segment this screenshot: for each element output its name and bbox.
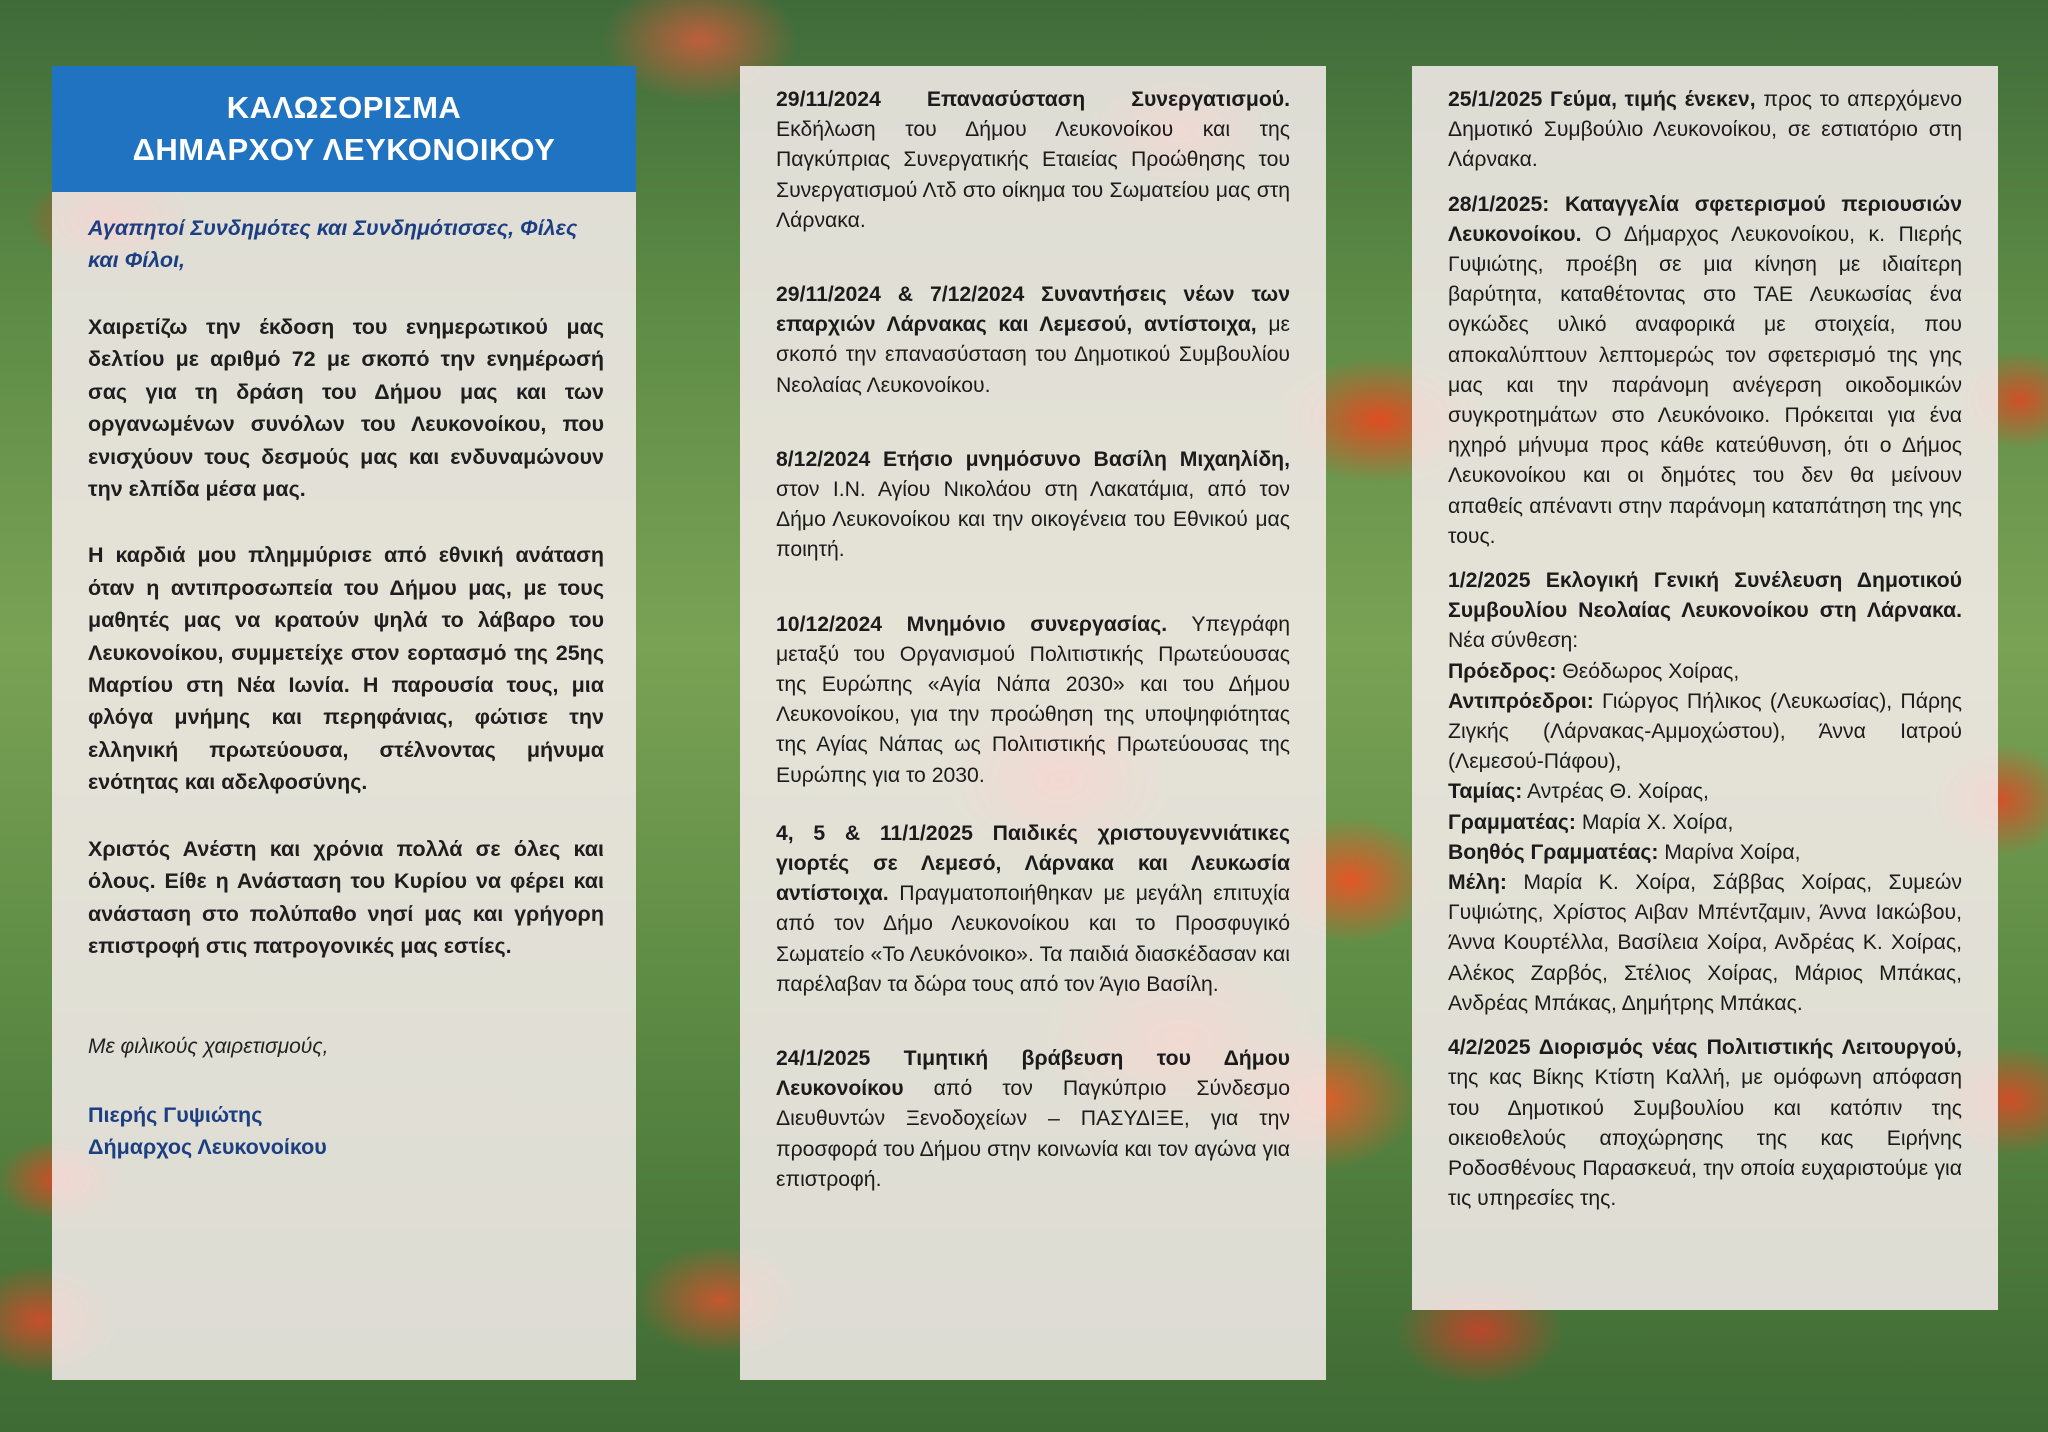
news-item xyxy=(1448,1033,1962,1214)
news-item-text: Νέα σύνθεση: xyxy=(1448,629,1579,653)
news-item-text: προς το απερχόμενο Δημοτικό Συμβούλιο Λευκονοίκου, σε εστιατόριο στη Λάρνακα. xyxy=(1448,88,1962,172)
news-item-heading: 25/1/2025 Γεύμα, τιμής ένεκεν, xyxy=(1448,88,1756,111)
news-item-heading: 24/1/2025 Τιμητική βράβευση του Δήμου Λευκονοίκου xyxy=(776,1047,1290,1101)
news-item-text: της κας Βίκης Κτίστη Καλλή, με ομόφωνη απόφαση του Δημοτικού Συμβουλίου και κατόπιν της οικειοθελούς αποχώρησης της κας Ειρήνης Ροδοσθένους Παρασκευά, την οποία ευχαριστούμε για τις υπηρεσίες της. xyxy=(1448,1066,1962,1211)
greeting: Αγαπητοί Συνδημότες και Συνδημότισσες, Φίλες και Φίλοι, xyxy=(88,216,578,272)
news-item-heading: 28/1/2025: Καταγγελία σφετερισμού περιουσιών Λευκονοίκου. xyxy=(1448,192,1962,246)
news-item xyxy=(1448,566,1962,657)
news-item xyxy=(776,819,1290,1000)
council-role-label: Ταμίας: xyxy=(1448,780,1523,804)
welcome-title-line1: ΚΑΛΩΣΟΡΙΣΜΑ xyxy=(226,90,462,125)
news-item xyxy=(776,610,1290,791)
council-role-label: Αντιπρόεδροι: xyxy=(1448,689,1594,713)
news-item-text: στον Ι.Ν. Αγίου Νικολάου στη Λακατάμια, από τον Δήμο Λευκονοίκου και την οικογένεια του Εθνικού μας ποιητή. xyxy=(776,478,1290,562)
welcome-panel xyxy=(52,66,636,1380)
council-role-label: Γραμματέας: xyxy=(1448,810,1576,834)
news-item xyxy=(1448,190,1962,552)
closing-line: Με φιλικούς χαιρετισμούς, xyxy=(88,1035,329,1059)
signature-name: Πιερής Γυψιώτης xyxy=(88,1102,263,1127)
news-item-text: Υπεγράφη μεταξύ του Οργανισμού Πολιτιστικής Πρωτεύουσας της Ευρώπης «Αγία Νάπα 2030» και του Δήμου Λευκονοίκου, για την προώθηση της υποψηφιότητας της Αγίας Νάπας ως Πολιτιστικής Πρωτεύουσας της Ευρώπης για το 2030. xyxy=(776,612,1290,787)
council-role-entry xyxy=(1448,868,1962,1019)
news-item-text: Πραγματοποιήθηκαν με μεγάλη επιτυχία από τον Δήμο Λευκονοίκου και το Προσφυγικό Σωματείο «Το Λευκόνοικο». Τα παιδιά διασκέδασαν και παρέλαβαν τα δώρα τους από τον Άγιο Βασίλη. xyxy=(776,882,1290,996)
council-composition xyxy=(1448,657,1962,1019)
council-role-names: Αντρέας Θ. Χοίρας, xyxy=(1522,780,1709,804)
council-role-entry xyxy=(1448,838,1962,868)
news-item-heading: 4, 5 & 11/1/2025 Παιδικές χριστουγεννιάτικες γιορτές σε Λεμεσό, Λάρνακα και Λευκωσία αντίστοιχα. xyxy=(776,821,1290,906)
news-item-text: από τον Παγκύπριο Σύνδεσμο Διευθυντών Ξενοδοχείων – ΠΑΣΥΔΙΞΕ, για την προσφορά του Δήμου στην κοινωνία και τον αγώνα για επιστροφή. xyxy=(776,1077,1290,1191)
council-role-names: Μαρία Χ. Χοίρα, xyxy=(1575,810,1734,834)
news-item xyxy=(1448,85,1962,176)
council-role-entry xyxy=(1448,687,1962,778)
news-panel-right xyxy=(1412,66,1998,1310)
news-item-heading: 10/12/2024 Μνημόνιο συνεργασίας. xyxy=(776,612,1168,636)
signature xyxy=(88,1099,602,1163)
news-item-text: Εκδήλωση του Δήμου Λευκονοίκου και της Παγκύπριας Συνεργατικής Εταιείας Προώθησης του Συνεργατισμού Λτδ στο οίκημα του Σωματείου μας στη Λάρνακα. xyxy=(776,118,1290,232)
council-role-label: Βοηθός Γραμματέας: xyxy=(1448,840,1659,864)
news-item xyxy=(776,445,1290,566)
council-role-entry xyxy=(1448,777,1962,807)
news-item xyxy=(776,280,1290,401)
council-role-entry xyxy=(1448,808,1962,838)
council-role-entry xyxy=(1448,657,1962,687)
council-role-label: Πρόεδρος: xyxy=(1448,659,1557,683)
news-item-heading: 8/12/2024 Ετήσιο μνημόσυνο Βασίλη Μιχαηλίδη, xyxy=(776,447,1290,471)
council-role-names: Γιώργος Πήλικος (Λευκωσίας), Πάρης Ζιγκής (Λάρνακας-Αμμοχώστου), Άννα Ιατρού (Λεμεσού-Πάφου), xyxy=(1448,689,1962,774)
welcome-paragraph-3: Χριστός Ανέστη και χρόνια πολλά σε όλες και όλους. Είθε η Ανάσταση του Κυρίου να φέρει και ανάσταση στο πολύπαθο νησί μας και γρήγορη επιστροφή στις πατρογονικές μας εστίες. xyxy=(88,836,604,958)
news-item-text: με σκοπό την επανασύσταση του Δημοτικού Συμβουλίου Νεολαίας Λευκονοίκου. xyxy=(776,313,1290,397)
news-item-heading: 29/11/2024 Επανασύσταση Συνεργατισμού. xyxy=(776,88,1290,111)
council-role-names: Μαρία Κ. Χοίρα, Σάββας Χοίρας, Συμεών Γυψιώτης, Χρίστος Αιβαν Μπέντζαμιν, Άννα Ιακώβου, Άννα Κουρτέλλα, Βασίλεια Χοίρα, Ανδρέας Κ. Χοίρας, Αλέκος Ζαρβός, Στέλιος Χοίρας, Μάριος Μπάκας, Ανδρέας Μπάκας, Δημήτρης Μπάκας. xyxy=(1448,871,1962,1015)
news-item-heading: 29/11/2024 & 7/12/2024 Συναντήσεις νέων των επαρχιών Λάρνακας και Λεμεσού, αντίστοιχα, xyxy=(776,283,1290,337)
news-panel-middle xyxy=(740,66,1326,1380)
news-item-heading: 1/2/2025 Εκλογική Γενική Συνέλευση Δημοτικού Συμβουλίου Νεολαίας Λευκονοίκου στη Λάρνακα. xyxy=(1448,569,1962,623)
news-item-text: Ο Δήμαρχος Λευκονοίκου, κ. Πιερής Γυψιώτης, προέβη σε μια κίνηση με ιδιαίτερη βαρύτητα, καταθέτοντας στο ΤΑΕ Λευκωσίας ένα ογκώδες υλικό αναφορικά με στοιχεία, που αποκαλύπτουν λεπτομερώς τον σφετερισμό της γης μας και την παράνομη ανέγερση οικοδομικών συγκροτημάτων στο Λευκόνοικο. Πρόκειται για ένα ηχηρό μήνυμα προς κάθε κατεύθυνση, ότι ο Δήμος Λευκονοίκου και οι δημότες του δεν θα μείνουν απαθείς απέναντι στην παράνομη καταπάτηση της γης τους. xyxy=(1448,222,1962,548)
welcome-header xyxy=(52,66,636,192)
news-item xyxy=(776,1044,1290,1195)
welcome-paragraph-2: Η καρδιά μου πλημμύρισε από εθνική ανάταση όταν η αντιπροσωπεία του Δήμου μας, με τους μαθητές μας να κρατούν ψηλά το λάβαρο του Λευκονοίκου, συμμετείχε στον εορτασμό της 25ης Μαρτίου στη Νέα Ιωνία. Η παρουσία τους, μια φλόγα μνήμης και περηφάνιας, φώτισε την ελληνική πρωτεύουσα, στέλνοντας μήνυμα ενότητας και αδελφοσύνης. xyxy=(88,543,604,795)
council-role-names: Θεόδωρος Χοίρας, xyxy=(1556,659,1740,683)
welcome-title-line2: ΔΗΜΑΡΧΟΥ ΛΕΥΚΟΝΟΙΚΟΥ xyxy=(132,132,556,167)
signature-title: Δήμαρχος Λευκονοίκου xyxy=(88,1134,327,1159)
welcome-paragraph-1: Χαιρετίζω την έκδοση του ενημερωτικού μας δελτίου με αριθμό 72 με σκοπό την ενημέρωσή σας για τη δράση του Δήμου μας και των οργανωμένων συνόλων του Λευκονοίκου, που ενισχύουν τους δεσμούς μας και ενδυναμώνουν την ελπίδα μέσα μας. xyxy=(88,315,604,502)
council-role-names: Μαρίνα Χοίρα, xyxy=(1658,840,1801,864)
news-item-heading: 4/2/2025 Διορισμός νέας Πολιτιστικής Λειτουργού, xyxy=(1448,1036,1962,1060)
news-item xyxy=(776,85,1290,236)
council-role-label: Μέλη: xyxy=(1448,871,1507,895)
